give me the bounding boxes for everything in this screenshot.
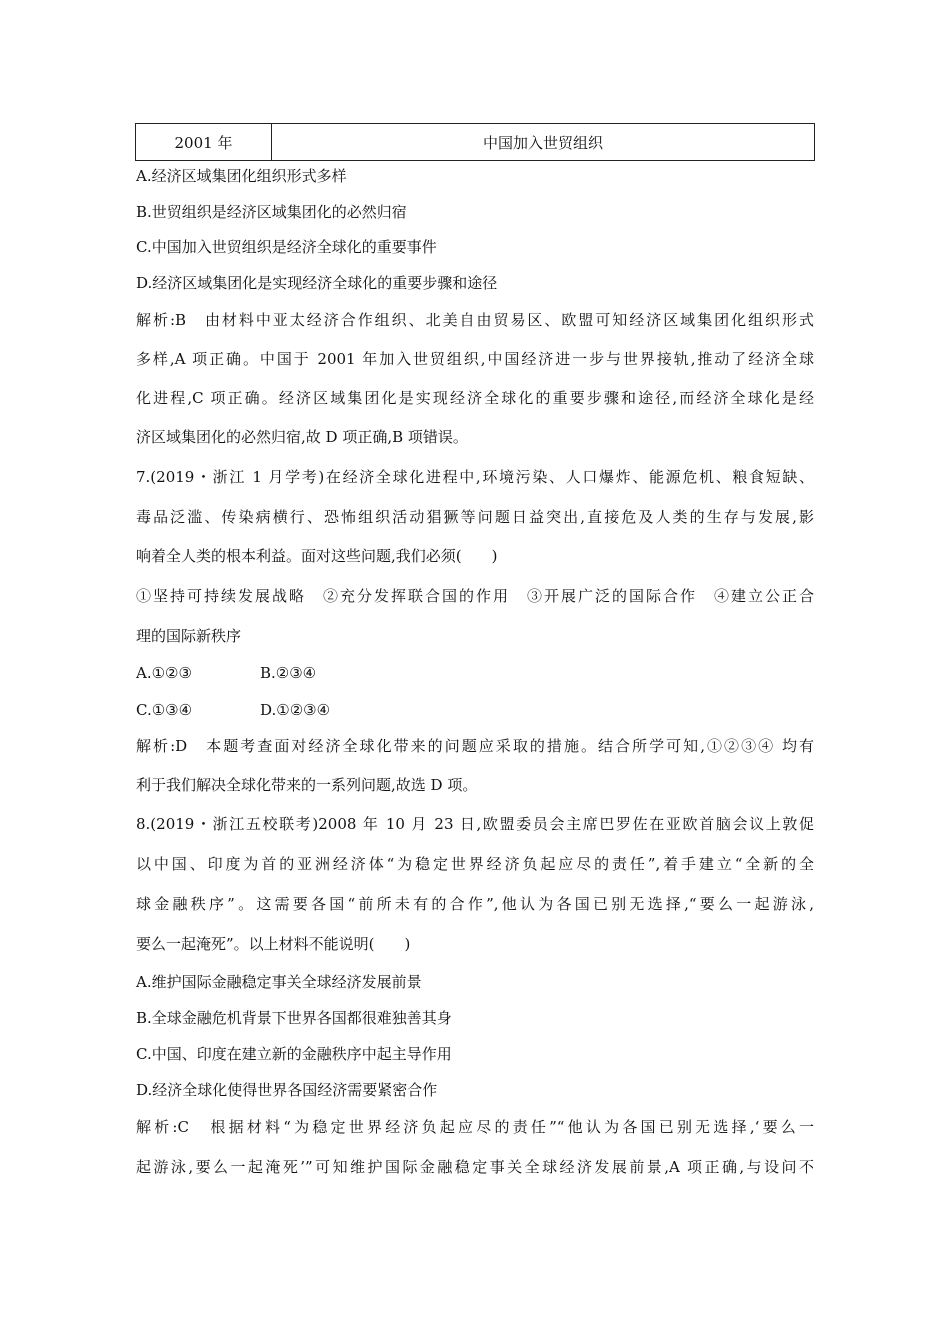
q7-stem-line: 响着全人类的根本利益。面对这些问题,我们必须( ) [136,547,498,565]
q6-analysis-line: 多样,A 项正确。中国于 2001 年加入世贸组织,中国经济进一步与世界接轨,推动了经济全球 [136,350,814,368]
q7-option-c: C.①③④ [136,701,193,719]
q6-option-d: D.经济区域集团化是实现经济全球化的重要步骤和途径 [136,274,498,292]
q7-stem-line: 毒品泛滥、传染病横行、恐怖组织活动猖獗等问题日益突出,直接危及人类的生存与发展,影 [136,508,814,526]
q7-items-line: ①坚持可持续发展战略 ②充分发挥联合国的作用 ③开展广泛的国际合作 ④建立公正合 [136,587,814,605]
q8-analysis-line: 起游泳,要么一起淹死’”可知维护国际金融稳定事关全球经济发展前景,A 项正确,与设问不 [136,1158,814,1176]
table-cell-event: 中国加入世贸组织 [272,124,815,161]
q7-option-a: A.①②③ [136,664,192,682]
q8-option-b: B.全球金融危机背景下世界各国都很难独善其身 [136,1009,452,1027]
event-table [135,123,815,161]
q7-option-d: D.①②③④ [260,701,331,719]
q8-stem-line: 要么一起淹死”。以上材料不能说明( ) [136,935,411,953]
q8-option-c: C.中国、印度在建立新的金融秩序中起主导作用 [136,1045,452,1063]
q8-stem-line: 球金融秩序”。这需要各国“前所未有的合作”,他认为各国已别无选择,“要么一起游泳, [136,895,814,913]
q6-analysis-line: 解析:B 由材料中亚太经济合作组织、北美自由贸易区、欧盟可知经济区域集团化组织形式 [136,311,814,329]
q6-option-a: A.经济区域集团化组织形式多样 [136,167,347,185]
q7-analysis-line: 利于我们解决全球化带来的一系列问题,故选 D 项。 [136,776,478,794]
q7-stem-line: 7.(2019・浙江 1 月学考)在经济全球化进程中,环境污染、人口爆炸、能源危机、粮食短缺、 [136,468,814,486]
q8-option-d: D.经济全球化使得世界各国经济需要紧密合作 [136,1081,438,1099]
table-row [136,124,815,161]
q6-option-b: B.世贸组织是经济区域集团化的必然归宿 [136,203,407,221]
q7-analysis-line: 解析:D 本题考查面对经济全球化带来的问题应采取的措施。结合所学可知,①②③④ 均有 [136,737,814,755]
table-cell-year: 2001 年 [136,124,272,161]
q6-analysis-line: 济区域集团化的必然归宿,故 D 项正确,B 项错误。 [136,428,468,446]
q8-stem-line: 以中国、印度为首的亚洲经济体“为稳定世界经济负起应尽的责任”,着手建立“全新的全 [136,855,814,873]
q8-option-a: A.维护国际金融稳定事关全球经济发展前景 [136,973,422,991]
q7-option-b: B.②③④ [260,664,317,682]
q7-items-line: 理的国际新秩序 [136,627,242,645]
q6-option-c: C.中国加入世贸组织是经济全球化的重要事件 [136,238,437,256]
q8-stem-line: 8.(2019・浙江五校联考)2008 年 10 月 23 日,欧盟委员会主席巴罗佐在亚欧首脑会议上敦促 [136,815,814,833]
q6-analysis-line: 化进程,C 项正确。经济区域集团化是实现经济全球化的重要步骤和途径,而经济全球化是经 [136,389,814,407]
q8-analysis-line: 解析:C 根据材料“为稳定世界经济负起应尽的责任”“他认为各国已别无选择,‘要么一 [136,1118,814,1136]
